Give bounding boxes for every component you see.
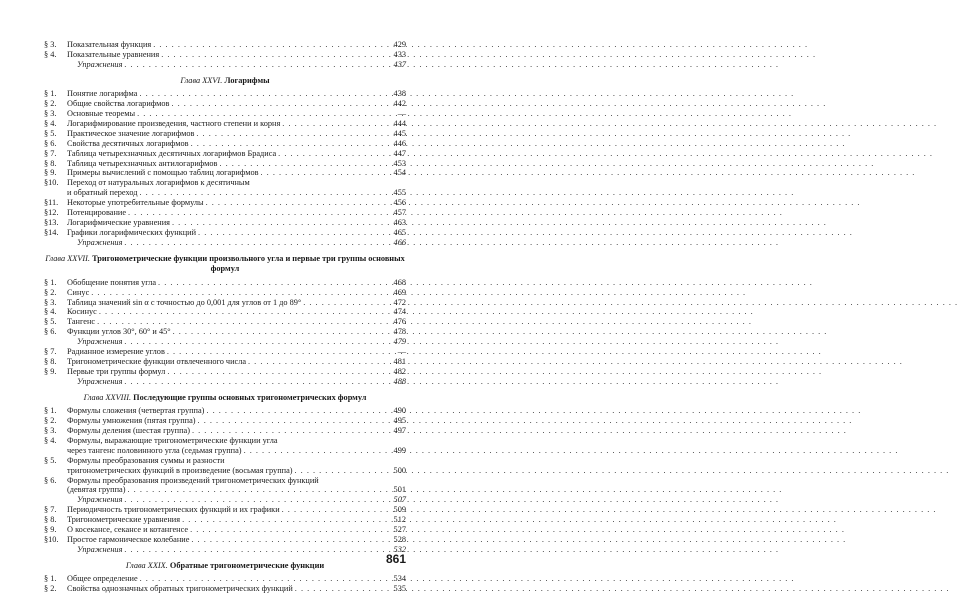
exercises-row xyxy=(44,377,406,387)
entry-title: Упражнения xyxy=(77,376,123,386)
section-number: § 3. xyxy=(44,426,57,435)
chapter-heading xyxy=(44,254,406,275)
toc-entry xyxy=(44,218,406,228)
section-number: § 1. xyxy=(44,89,57,99)
section-number: § 6. xyxy=(44,475,57,485)
page-ref: 442 xyxy=(393,99,406,109)
exercises-row xyxy=(44,495,406,505)
toc-entry xyxy=(44,535,406,545)
entry-title: Логарифмические уравнения xyxy=(67,218,170,227)
page-ref: 500 xyxy=(393,465,406,475)
dot-leader xyxy=(173,327,386,337)
dot-leader xyxy=(167,347,386,357)
dot-leader xyxy=(282,505,386,515)
dot-leader xyxy=(139,188,386,198)
dot-leader xyxy=(124,545,386,555)
section-number: § 6. xyxy=(44,327,57,337)
section-number: §13. xyxy=(44,218,59,227)
section-number: § 6. xyxy=(44,138,57,148)
dot-leader xyxy=(124,495,386,505)
exercises-row xyxy=(44,545,406,555)
toc-entry xyxy=(44,357,406,367)
page-ref: 482 xyxy=(393,366,406,376)
section-number: §10. xyxy=(44,178,59,188)
toc-entry xyxy=(44,584,406,594)
dot-leader xyxy=(248,357,386,367)
dot-leader xyxy=(99,307,386,317)
toc-entry xyxy=(44,476,406,486)
page-ref: 495 xyxy=(393,416,406,426)
page-ref: 499 xyxy=(393,445,406,455)
chapter-number: Глава XXIX. xyxy=(125,560,168,570)
dot-leader xyxy=(140,574,386,584)
chapter-title: Логарифмы xyxy=(224,75,270,85)
entry-title: и обратный переход xyxy=(67,188,138,198)
dot-leader xyxy=(182,515,386,525)
toc-entry xyxy=(44,198,406,208)
entry-title: Общие свойства логарифмов xyxy=(67,99,170,109)
dot-leader xyxy=(295,466,386,476)
section-number: §11. xyxy=(44,198,59,208)
section-number: § 2. xyxy=(44,287,57,297)
entry-title: Обобщение понятия угла xyxy=(67,277,157,287)
chapter-heading xyxy=(44,76,406,87)
entry-title: Радианное измерение углов xyxy=(67,347,165,357)
section-number: §12. xyxy=(44,208,59,218)
page-ref: 534 xyxy=(393,574,406,584)
toc-entry xyxy=(44,208,406,218)
page-ref: 465 xyxy=(393,227,406,237)
dot-leader xyxy=(295,584,386,594)
chapter-title: Обратные тригонометрические функции xyxy=(169,560,325,570)
section-number: § 7. xyxy=(44,148,57,158)
page-ref: 447 xyxy=(393,148,406,158)
page-ref: 438 xyxy=(393,89,406,99)
entry-title: Потенцирование xyxy=(67,208,127,218)
dot-leader xyxy=(124,337,386,347)
entry-title: Формулы умножения (пятая группа) xyxy=(67,416,196,426)
entry-title: Практическое значение логарифмов xyxy=(67,128,195,138)
dot-leader xyxy=(91,288,386,298)
dot-leader xyxy=(198,416,386,426)
entry-title: Периодичность тригонометрических функций и их графики xyxy=(67,505,280,515)
entry-title: О косекансе, секансе и котангенсе xyxy=(67,525,189,535)
section-number: § 4. xyxy=(44,435,57,445)
dot-leader xyxy=(278,149,386,159)
page-ref: 437 xyxy=(393,59,406,69)
toc-entry xyxy=(44,485,406,495)
page-ref: 444 xyxy=(393,118,406,128)
exercises-row xyxy=(44,60,406,70)
dot-leader xyxy=(196,129,386,139)
page-ref: 474 xyxy=(393,307,406,317)
toc-entry xyxy=(44,99,406,109)
entry-title: Формулы сложения (четвертая группа) xyxy=(67,406,205,416)
page-ref: 445 xyxy=(393,128,406,138)
toc-entry xyxy=(44,129,406,139)
section-number: § 5. xyxy=(44,317,57,327)
toc-entry xyxy=(44,505,406,515)
toc-entry xyxy=(44,159,406,169)
entry-title: Некоторые употребительные формулы xyxy=(67,198,204,208)
exercises-row xyxy=(44,238,406,248)
toc-entry xyxy=(44,446,406,456)
page-ref: — xyxy=(397,347,406,357)
dot-leader xyxy=(198,228,386,238)
page-ref: 535 xyxy=(393,584,406,594)
page-ref: 488 xyxy=(393,376,406,386)
dot-leader xyxy=(128,485,386,495)
entry-title: Таблица значений sin α с точностью до 0,001 для углов от 1 до 89° xyxy=(67,297,302,307)
entry-title: Логарифмирование произведения, частного степени и корня xyxy=(67,118,281,128)
page-ref: 466 xyxy=(393,237,406,247)
entry-title: Простое гармоническое колебание xyxy=(67,534,190,544)
dot-leader xyxy=(191,535,386,545)
toc-entry xyxy=(44,89,406,99)
entry-title: Косинус xyxy=(67,307,97,317)
dot-leader xyxy=(261,168,386,178)
section-number: § 2. xyxy=(44,584,57,594)
page-ref: 509 xyxy=(393,505,406,515)
entry-title: (девятая группа) xyxy=(67,485,126,495)
entry-title: Тригонометрические функции отвлеченного числа xyxy=(67,356,247,366)
toc-entry xyxy=(44,168,406,178)
section-number: § 9. xyxy=(44,525,57,535)
entry-title: Упражнения xyxy=(77,59,123,69)
toc-entry xyxy=(44,307,406,317)
entry-title: Тригонометрические уравнения xyxy=(67,515,181,525)
dot-leader xyxy=(192,426,386,436)
section-number: §14. xyxy=(44,227,59,237)
entry-title: через тангенс половинного угла (седьмая группа) xyxy=(67,445,242,455)
entry-title: Формулы преобразования суммы и разности xyxy=(67,455,225,465)
chapter-number: Глава XXVII. xyxy=(45,253,90,263)
chapter-title: Тригонометрические функции произвольного угла и первые три группы основных формул xyxy=(92,253,405,274)
toc-entry xyxy=(44,416,406,426)
dot-leader xyxy=(158,278,386,288)
entry-title: Функции углов 30°, 60° и 45° xyxy=(67,327,171,337)
toc-entry xyxy=(44,288,406,298)
section-number: § 3. xyxy=(44,109,57,119)
section-number: § 8. xyxy=(44,515,57,525)
entry-title: Свойства десятичных логарифмов xyxy=(67,138,189,148)
section-number: § 2. xyxy=(44,416,57,426)
page-ref: 497 xyxy=(393,426,406,435)
page-ref: 455 xyxy=(393,188,406,198)
toc-entry xyxy=(44,317,406,327)
entry-title: Таблица четырехзначных десятичных логарифмов Брадиса xyxy=(67,148,277,158)
page-ref: 479 xyxy=(393,337,406,347)
page-ref: 446 xyxy=(393,138,406,148)
entry-title: Синус xyxy=(67,287,90,297)
page-ref: 527 xyxy=(393,525,406,535)
chapter-number: Глава XXVIII. xyxy=(83,392,132,402)
dot-leader xyxy=(137,109,386,119)
toc-entry xyxy=(44,406,406,416)
dot-leader xyxy=(167,367,386,377)
section-number: § 9. xyxy=(44,366,57,376)
page-ref: 472 xyxy=(393,297,406,307)
section-number: § 3. xyxy=(44,297,57,307)
toc-entry xyxy=(44,327,406,337)
entry-title: Упражнения xyxy=(77,544,123,554)
toc-entry xyxy=(44,149,406,159)
page-number: 861 xyxy=(385,552,406,566)
dot-leader xyxy=(303,298,386,308)
dot-leader xyxy=(244,446,386,456)
entry-title: Общее определение xyxy=(67,574,138,584)
page-ref: 478 xyxy=(393,327,406,337)
toc-entry xyxy=(44,278,406,288)
section-number: § 8. xyxy=(44,158,57,168)
toc-entry xyxy=(44,109,406,119)
dot-leader xyxy=(139,89,386,99)
entry-title: Переход от натуральных логарифмов к десятичным xyxy=(67,178,250,188)
dot-leader xyxy=(172,218,386,228)
page-ref: 501 xyxy=(393,485,406,495)
page-ref: 532 xyxy=(393,544,406,554)
toc-entry xyxy=(44,426,406,436)
dot-leader xyxy=(206,406,386,416)
entry-title: Примеры вычислений с помощью таблиц логарифмов xyxy=(67,168,259,178)
entry-title: Первые три группы формул xyxy=(67,366,166,376)
entry-title: Формулы преобразования произведений тригонометрических функций xyxy=(67,475,319,485)
section-number: § 4. xyxy=(44,49,57,59)
section-number: § 7. xyxy=(44,347,57,357)
toc-entry xyxy=(44,50,406,60)
dot-leader xyxy=(161,50,386,60)
entry-title: Свойства однозначных обратных тригонометрических функций xyxy=(67,584,293,594)
dot-leader xyxy=(190,525,386,535)
page-ref: 454 xyxy=(393,168,406,178)
toc-entry xyxy=(44,347,406,357)
toc-entry xyxy=(44,228,406,238)
page-ref: 456 xyxy=(393,198,406,208)
toc-entry xyxy=(44,367,406,377)
section-number: § 8. xyxy=(44,356,57,366)
entry-title: Основные теоремы xyxy=(67,109,136,119)
dot-leader xyxy=(128,208,386,218)
entry-title: Графики логарифмических функций xyxy=(67,227,197,237)
page-ref: — xyxy=(397,109,406,119)
page-ref: 490 xyxy=(393,406,406,416)
dot-leader xyxy=(219,159,386,169)
page-ref: 468 xyxy=(393,277,406,287)
toc-entry xyxy=(44,119,406,129)
toc-entry xyxy=(44,574,406,584)
page-ref: 453 xyxy=(393,158,406,168)
page-ref: 481 xyxy=(393,356,406,366)
section-number: § 4. xyxy=(44,118,57,128)
table-of-contents xyxy=(44,40,406,594)
toc-entry xyxy=(44,40,406,50)
dot-leader xyxy=(282,119,386,129)
chapter-number: Глава XXVI. xyxy=(180,75,223,85)
section-number: §10. xyxy=(44,534,59,544)
toc-entry xyxy=(44,178,406,188)
section-number: § 9. xyxy=(44,168,57,178)
toc-entry xyxy=(44,466,406,476)
dot-leader xyxy=(191,139,386,149)
section-number: § 1. xyxy=(44,406,57,416)
entry-title: Тангенс xyxy=(67,317,96,327)
entry-title: Понятие логарифма xyxy=(67,89,138,99)
toc-entry xyxy=(44,298,406,308)
chapter-heading xyxy=(44,393,406,404)
section-number: § 5. xyxy=(44,128,57,138)
section-number: § 7. xyxy=(44,505,57,515)
section-number: § 4. xyxy=(44,307,57,317)
toc-entry xyxy=(44,436,406,446)
entry-title: тригонометрических функций в произведение (восьмая группа) xyxy=(67,465,293,475)
exercises-row xyxy=(44,337,406,347)
entry-title: Показательная функция xyxy=(67,40,152,49)
entry-title: Таблица четырехзначных антилогарифмов xyxy=(67,158,218,168)
chapter-title: Последующие группы основных тригонометрических формул xyxy=(133,392,367,402)
dot-leader xyxy=(124,377,386,387)
entry-title: Упражнения xyxy=(77,237,123,247)
entry-title: Формулы деления (шестая группа) xyxy=(67,426,190,435)
page-ref: 528 xyxy=(393,534,406,544)
section-number: § 2. xyxy=(44,99,57,109)
toc-entry xyxy=(44,139,406,149)
page-ref: 476 xyxy=(393,317,406,327)
dot-leader xyxy=(124,60,386,70)
page-ref: 512 xyxy=(393,515,406,525)
page-ref: 457 xyxy=(393,208,406,218)
toc-entry xyxy=(44,456,406,466)
page-ref: 433 xyxy=(393,49,406,59)
dot-leader xyxy=(124,238,386,248)
section-number: § 1. xyxy=(44,277,57,287)
toc-entry xyxy=(44,515,406,525)
page-ref: 429 xyxy=(393,40,406,49)
entry-title: Упражнения xyxy=(77,337,123,347)
section-number: § 1. xyxy=(44,574,57,584)
chapter-heading xyxy=(44,561,406,572)
section-number: § 5. xyxy=(44,455,57,465)
dot-leader xyxy=(153,40,386,50)
dot-leader xyxy=(206,198,386,208)
toc-entry xyxy=(44,188,406,198)
section-number: § 3. xyxy=(44,40,57,49)
dot-leader xyxy=(97,317,386,327)
page-ref: 463 xyxy=(393,218,406,227)
entry-title: Упражнения xyxy=(77,495,123,505)
page-ref: 507 xyxy=(393,495,406,505)
toc-entry xyxy=(44,525,406,535)
page-ref: 469 xyxy=(393,287,406,297)
dot-leader xyxy=(171,99,386,109)
entry-title: Формулы, выражающие тригонометрические функции угла xyxy=(67,435,278,445)
entry-title: Показательные уравнения xyxy=(67,49,160,59)
